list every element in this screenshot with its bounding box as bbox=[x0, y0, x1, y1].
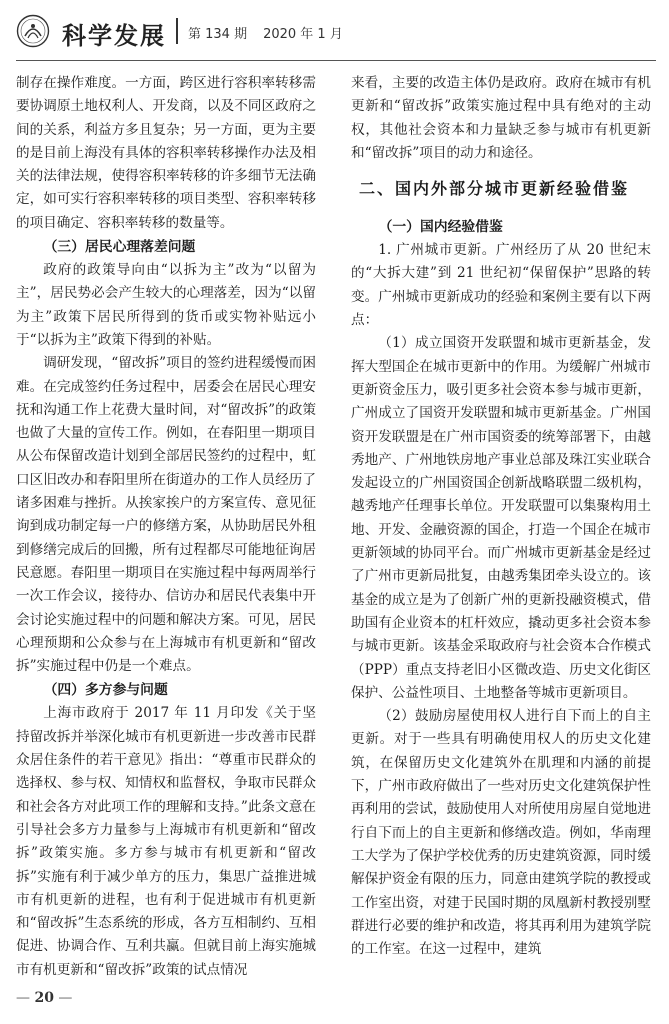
issue-info bbox=[188, 23, 359, 42]
left-column bbox=[16, 72, 316, 982]
issue-date: 2020 年 1 月 bbox=[263, 27, 343, 42]
header-divider bbox=[176, 18, 178, 44]
issue-number: 第 134 期 bbox=[188, 27, 248, 42]
paragraph: 1. 广州城市更新。广州经历了从 20 世纪末的“大拆大建”到 21 世纪初“保留保护”思路的转变。广州城市更新成功的经验和案例主要有以下两点： bbox=[351, 242, 651, 329]
paragraph: 上海市政府于 2017 年 11 月印发《关于坚持留改拆并举深化城市有机更新进一步改善市民群众居住条件的若干意见》指出：“尊重市民群众的选择权、参与权、知情权和监督权，争取市民群众和社会各方对此项工作的理解和支持。”此条文意在引导社会多方力量参与上海城市有机更新和“留改拆”政策实施。多方参与城市有机更新和“留改拆”实施有利于减少单方的压力，集思广益推进城市有机更新的进程，也有利于促进城市有机更新和“留改拆”生态系统的形成，各方互相制约、互相促进、协调合作、互利共赢。但就目前上海实施城市有机更新和“留改拆”政策的试点情况 bbox=[16, 705, 316, 978]
paragraph: 来看，主要的改造主体仍是政府。政府在城市有机更新和“留改拆”政策实施过程中具有绝对的主动权，其他社会资本和力量缺乏参与城市有机更新和“留改拆”项目的动力和途径。 bbox=[351, 75, 651, 161]
page-header bbox=[0, 0, 669, 62]
paragraph: 调研发现，“留改拆”项目的签约进程缓慢而困难。在完成签约任务过程中，居委会在居民心理安抚和沟通工作上花费大量时间，对“留改拆”的政策也做了大量的宣传工作。例如，在春阳里一期项目从公布保留改造计划到全部居民签约的过程中，虹口区旧改办和春阳里所在街道办的工作人员经历了诸多困难与挫折。从挨家挨户的方案宣传、意见征询到成功制定每一户的修缮方案，从协助居民外租到修缮完成后的回搬，所有过程都尽可能地征询居民意愿。春阳里一期项目在实施过程中每两周举行一次工作会议，接待办、信访办和居民代表集中开会讨论实施过程中的问题和解决方案。可见，居民心理预期和公众参与在上海城市有机更新和“留改拆”实施过程中仍是一个难点。 bbox=[16, 355, 316, 675]
footer-dash: — bbox=[16, 990, 35, 1006]
header-rule bbox=[16, 60, 656, 61]
subsection-heading: （一）国内经验借鉴 bbox=[378, 219, 503, 236]
footer-dash: — bbox=[53, 990, 73, 1006]
journal-logo-icon bbox=[16, 14, 50, 48]
right-column bbox=[351, 72, 651, 961]
journal-title: 科学发展 bbox=[62, 21, 166, 50]
subsection-heading: （三）居民心理落差问题 bbox=[43, 239, 196, 256]
section-title: 二、国内外部分城市更新经验借鉴 bbox=[359, 179, 630, 199]
paragraph: 政府的政策导向由“以拆为主”改为“以留为主”，居民势必会产生较大的心理落差，因为“以留为主”政策下居民所得到的货币或实物补贴远小于“以拆为主”政策下得到的补贴。 bbox=[16, 262, 316, 348]
subsection-heading: （四）多方参与问题 bbox=[43, 682, 168, 699]
paragraph: 制存在操作难度。一方面，跨区进行容积率转移需要协调原土地权利人、开发商，以及不同区政府之间的关系，利益方多且复杂；另一方面，更为主要的是目前上海没有具体的容积率转移操作办法及相关的法律法规，使得容积率转移的许多细节无法确定，如可实行容积率转移的项目类型、容积率转移的项目确定、容积率转移的数量等。 bbox=[16, 75, 316, 231]
paragraph: （2）鼓励房屋使用权人进行自下而上的自主更新。对于一些具有明确使用权人的历史文化建筑，在保留历史文化建筑外在肌理和内涵的前提下，广州市政府做出了一些对历史文化建筑保护性再利用的尝试，鼓励使用人对所使用房屋自觉地进行自下而上的自主更新和修缮改造。例如，华南理工大学为了保护学校优秀的历史建筑资源，同时缓解保护资金有限的压力，同意由建筑学院的教授或工作室出资，对建于民国时期的凤凰新村教授别墅群进行必要的维护和改造，将其再利用为建筑学院的工作室。在这一过程中，建筑 bbox=[351, 708, 651, 958]
paragraph: （1）成立国资开发联盟和城市更新基金，发挥大型国企在城市更新中的作用。为缓解广州城市更新资金压力，吸引更多社会资本参与城市更新，广州成立了国资开发联盟和城市更新基金。广州国资开发联盟是在广州市国资委的统筹部署下，由越秀地产、广州地铁房地产事业总部及珠江实业联合发起设立的广州国资国企创新战略联盟二级机构，越秀地产任理事长单位。开发联盟可以集聚构用土地、开发、金融资源的国企，打造一个国企在城市更新领域的协同平台。而广州城市更新基金是经过了广州市更新局批复，由越秀集团牵头设立的。该基金的成立是为了创新广州的更新投融资模式，借助国有企业资本的杠杆效应，撬动更多社会资本参与城市更新。该基金采取政府与社会资本合作模式（PPP）重点支持老旧小区微改造、历史文化街区保护、公益性项目、土地整备等城市更新项目。 bbox=[351, 335, 651, 701]
page-number: 20 bbox=[34, 990, 54, 1006]
page-footer bbox=[16, 990, 72, 1006]
